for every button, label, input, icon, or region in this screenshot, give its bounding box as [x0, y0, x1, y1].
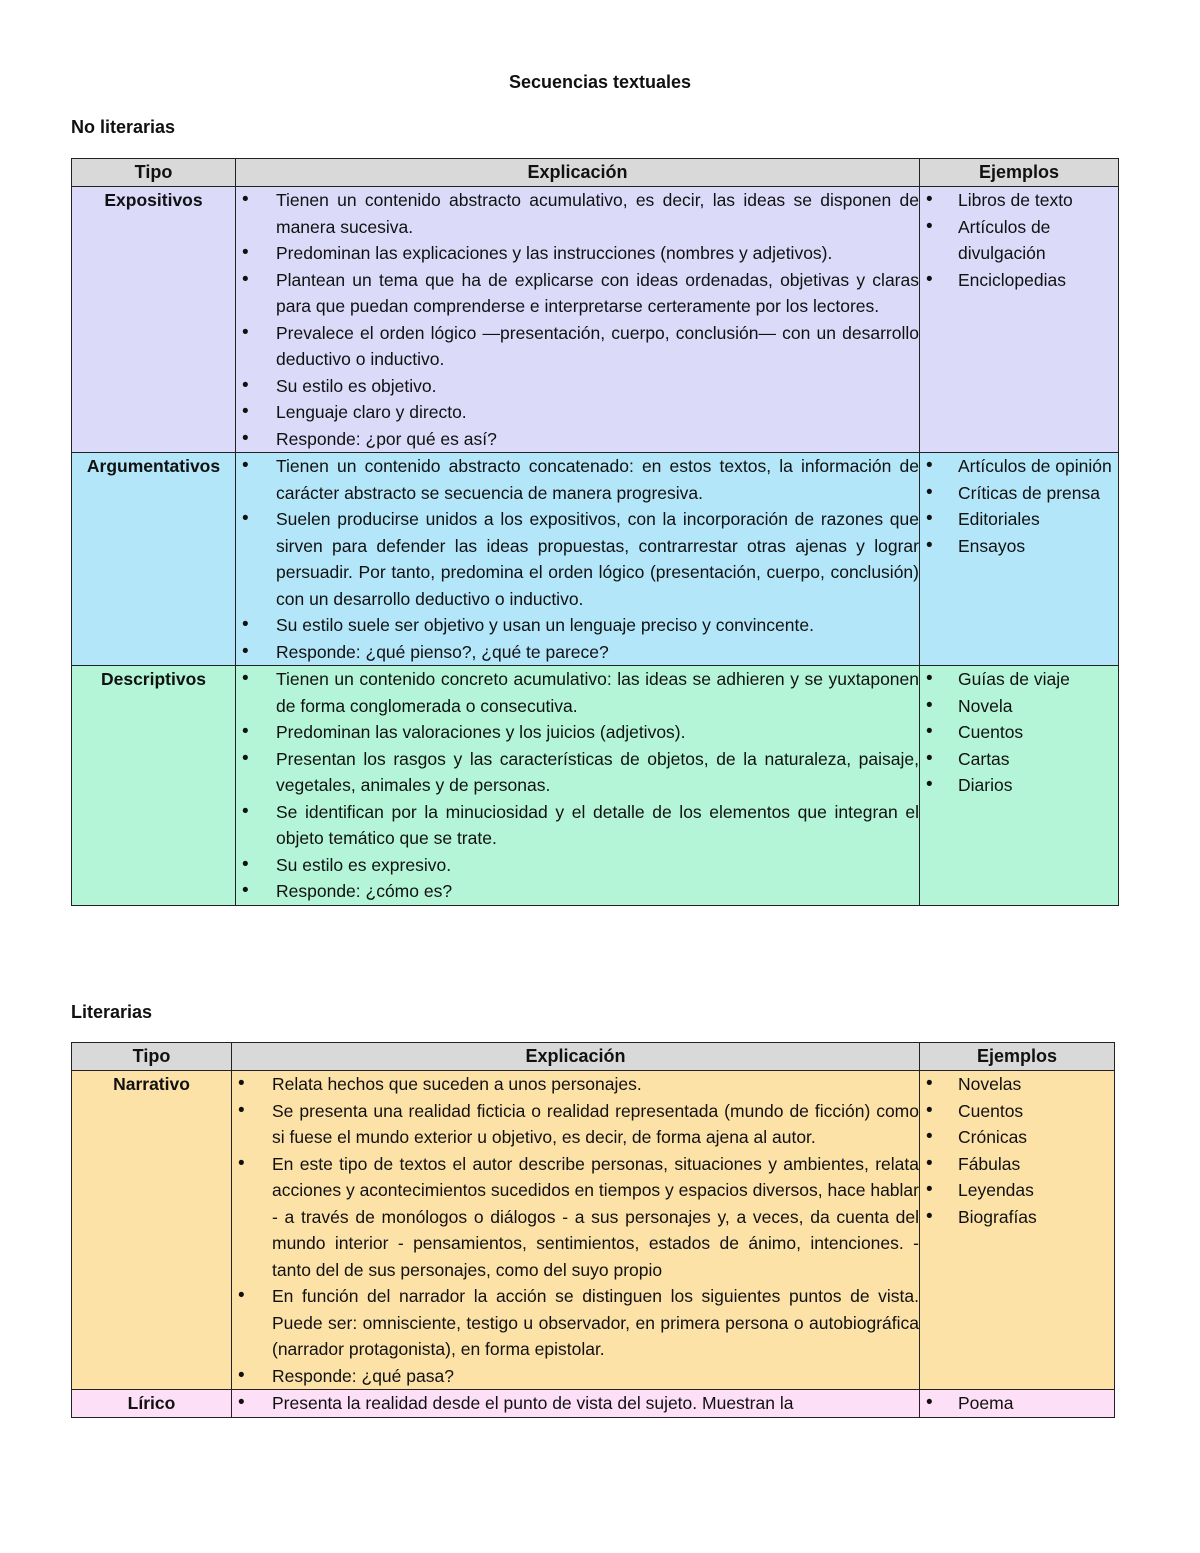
ejemplos-list — [920, 1390, 1114, 1417]
header-tipo: Tipo — [72, 1043, 232, 1071]
row-explicacion — [232, 1071, 920, 1390]
explicacion-item: • Se presenta una realidad ficticia o realidad representada (mundo de ficción) como si fuese el mundo exterior u objetivo, es decir, de forma ajena al autor. — [232, 1098, 919, 1151]
ejemplo-item: • Libros de texto — [920, 187, 1118, 214]
explicacion-item: • Relata hechos que suceden a unos personajes. — [232, 1071, 919, 1098]
ejemplo-item: • Fábulas — [920, 1151, 1114, 1178]
ejemplo-item: • Editoriales — [920, 506, 1118, 533]
ejemplo-item: • Cuentos — [920, 719, 1118, 746]
ejemplo-item: • Crónicas — [920, 1124, 1114, 1151]
row-ejemplos — [920, 453, 1119, 666]
ejemplo-item: • Artículos de opinión — [920, 453, 1118, 480]
table-row — [72, 1071, 1115, 1390]
explicacion-item: • Su estilo suele ser objetivo y usan un lenguaje preciso y convincente. — [236, 612, 919, 639]
header-explicacion: Explicación — [232, 1043, 920, 1071]
explicacion-item: • Predominan las valoraciones y los juicios (adjetivos). — [236, 719, 919, 746]
explicacion-list — [236, 187, 919, 452]
explicacion-item: • Su estilo es expresivo. — [236, 852, 919, 879]
literarias-table — [71, 1042, 1115, 1418]
ejemplo-item: • Enciclopedias — [920, 267, 1118, 294]
explicacion-item: • En función del narrador la acción se distinguen los siguientes puntos de vista. Puede ser: omnisciente, testigo u observador, en primera persona o autobiográfica (narrador protagonista), en forma epistolar. — [232, 1283, 919, 1363]
explicacion-item: • Presentan los rasgos y las características de objetos, de la naturaleza, paisaje, vegetales, animales y de personas. — [236, 746, 919, 799]
explicacion-item: • Responde: ¿cómo es? — [236, 878, 919, 905]
row-tipo: Descriptivos — [72, 666, 236, 906]
ejemplos-list — [920, 187, 1118, 293]
page-title: Secuencias textuales — [508, 72, 692, 92]
header-ejemplos: Ejemplos — [920, 1043, 1115, 1071]
row-explicacion — [236, 453, 920, 666]
explicacion-item: • Predominan las explicaciones y las instrucciones (nombres y adjetivos). — [236, 240, 919, 267]
explicacion-item: • Tienen un contenido concreto acumulativo: las ideas se adhieren y se yuxtaponen de forma conglomerada o consecutiva. — [236, 666, 919, 719]
ejemplo-item: • Leyendas — [920, 1177, 1114, 1204]
explicacion-list — [236, 453, 919, 665]
ejemplo-item: • Cuentos — [920, 1098, 1114, 1125]
ejemplo-item: • Novela — [920, 693, 1118, 720]
explicacion-item: • Su estilo es objetivo. — [236, 373, 919, 400]
ejemplo-item: • Cartas — [920, 746, 1118, 773]
explicacion-item: • Lenguaje claro y directo. — [236, 399, 919, 426]
explicacion-item: • Prevalece el orden lógico —presentación, cuerpo, conclusión— con un desarrollo deductivo o inductivo. — [236, 320, 919, 373]
ejemplo-item: • Biografías — [920, 1204, 1114, 1231]
row-tipo: Expositivos — [72, 187, 236, 453]
explicacion-item: • Responde: ¿qué pienso?, ¿qué te parece? — [236, 639, 919, 666]
row-ejemplos — [920, 666, 1119, 906]
table-row — [72, 666, 1119, 906]
no-literarias-table — [71, 158, 1119, 906]
explicacion-item: • Se identifican por la minuciosidad y el detalle de los elementos que integran el objeto temático que se trate. — [236, 799, 919, 852]
row-explicacion — [232, 1390, 920, 1418]
explicacion-list — [236, 666, 919, 905]
section-heading-literarias: Literarias — [71, 1002, 153, 1022]
ejemplo-item: • Ensayos — [920, 533, 1118, 560]
header-ejemplos: Ejemplos — [920, 159, 1119, 187]
row-ejemplos — [920, 1390, 1115, 1418]
ejemplo-item: • Diarios — [920, 772, 1118, 799]
table-row — [72, 1390, 1115, 1418]
ejemplo-item: • Novelas — [920, 1071, 1114, 1098]
ejemplo-item: • Artículos de divulgación — [920, 214, 1118, 267]
explicacion-item: • Suelen producirse unidos a los expositivos, con la incorporación de razones que sirven para defender las ideas propuestas, contrarrestar otras ajenas y lograr persuadir. Por tanto, predomina el orden lógico (presentación, cuerpo, conclusión) con un desarrollo deductivo o inductivo. — [236, 506, 919, 612]
explicacion-item: • Responde: ¿por qué es así? — [236, 426, 919, 453]
explicacion-item: • Tienen un contenido abstracto acumulativo, es decir, las ideas se disponen de manera sucesiva. — [236, 187, 919, 240]
row-explicacion — [236, 666, 920, 906]
ejemplo-item: • Poema — [920, 1390, 1114, 1417]
ejemplo-item: • Guías de viaje — [920, 666, 1118, 693]
explicacion-item: • Responde: ¿qué pasa? — [232, 1363, 919, 1390]
row-tipo: Argumentativos — [72, 453, 236, 666]
ejemplos-list — [920, 1071, 1114, 1230]
explicacion-item: • Tienen un contenido abstracto concatenado: en estos textos, la información de carácter abstracto se secuencia de manera progresiva. — [236, 453, 919, 506]
ejemplo-item: • Críticas de prensa — [920, 480, 1118, 507]
row-explicacion — [236, 187, 920, 453]
table-header-row — [72, 1043, 1115, 1071]
ejemplos-list — [920, 453, 1118, 559]
explicacion-list — [232, 1390, 919, 1417]
table-row — [72, 187, 1119, 453]
ejemplos-list — [920, 666, 1118, 799]
table-header-row — [72, 159, 1119, 187]
header-explicacion: Explicación — [236, 159, 920, 187]
row-tipo: Lírico — [72, 1390, 232, 1418]
row-tipo: Narrativo — [72, 1071, 232, 1390]
explicacion-item: • En este tipo de textos el autor describe personas, situaciones y ambientes, relata acciones y acontecimientos sucedidos en tiempos y espacios diversos, hace hablar - a través de monólogos o diálogos - a sus personajes y, a veces, da cuenta del mundo interior - pensamientos, sentimientos, estados de ánimo, intenciones. - tanto del de sus personajes, como del suyo propio — [232, 1151, 919, 1284]
section-heading-no-literarias: No literarias — [71, 117, 176, 137]
row-ejemplos — [920, 187, 1119, 453]
header-tipo: Tipo — [72, 159, 236, 187]
explicacion-item: • Plantean un tema que ha de explicarse con ideas ordenadas, objetivas y claras para que puedan comprenderse e interpretarse certeramente por los lectores. — [236, 267, 919, 320]
row-ejemplos — [920, 1071, 1115, 1390]
explicacion-list — [232, 1071, 919, 1389]
explicacion-item: • Presenta la realidad desde el punto de vista del sujeto. Muestran la — [232, 1390, 919, 1417]
table-row — [72, 453, 1119, 666]
